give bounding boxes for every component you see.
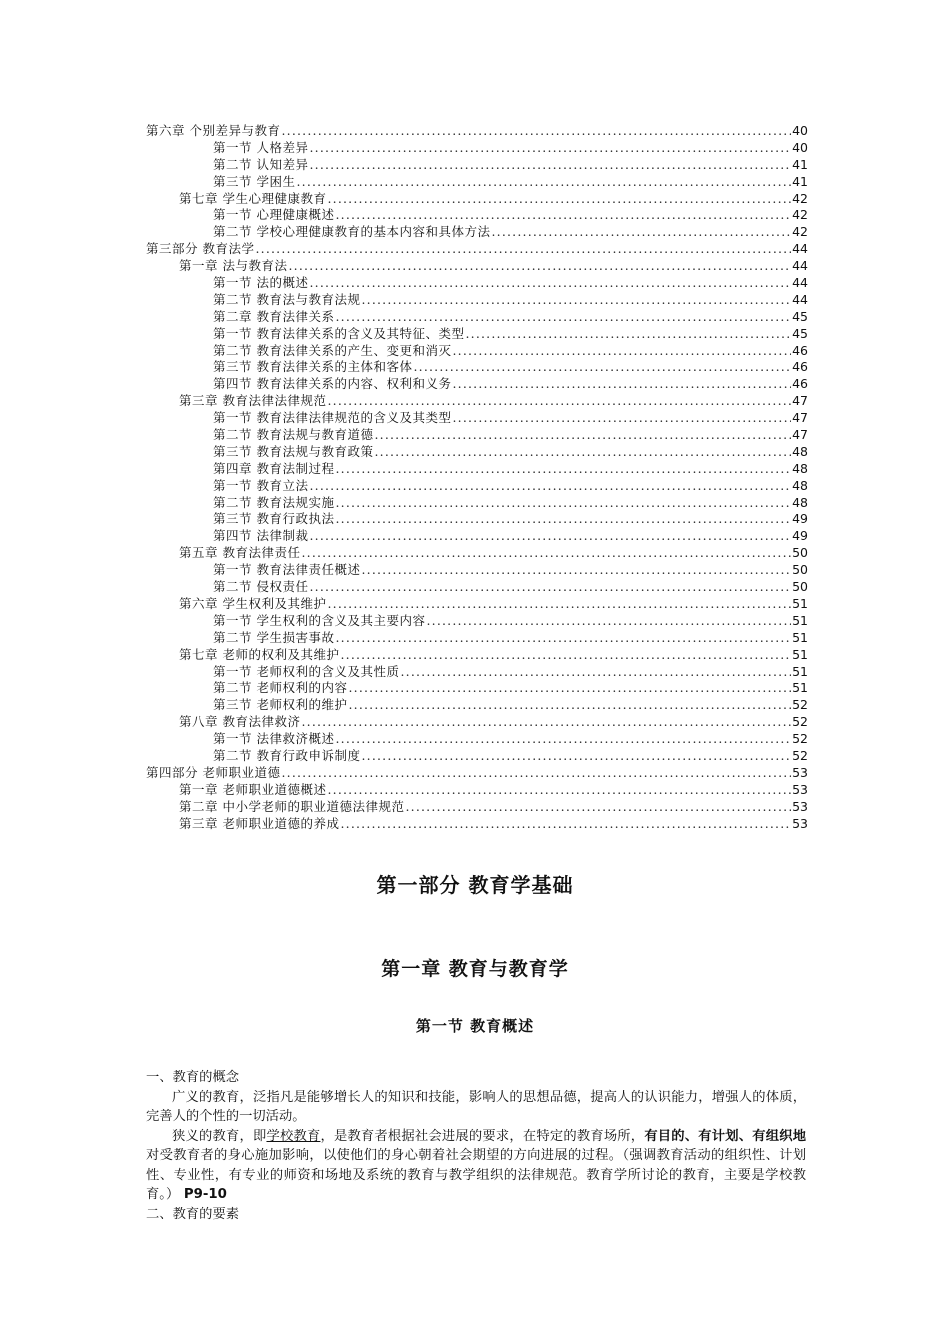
toc-leader-dots <box>452 343 791 360</box>
toc-page-number: 42 <box>792 224 808 240</box>
toc-entry[interactable] <box>146 326 808 343</box>
toc-leader-dots <box>452 410 791 427</box>
toc-entry[interactable] <box>146 427 808 444</box>
toc-page-number: 52 <box>792 731 808 747</box>
toc-leader-dots <box>348 697 791 714</box>
toc-entry-label: 第一节 教育法律责任概述 <box>213 562 361 578</box>
toc-entry[interactable] <box>146 697 808 714</box>
toc-entry-label: 第二节 教育法规实施 <box>213 494 335 510</box>
toc-entry-label: 第四部分 老师职业道德 <box>146 764 281 780</box>
toc-entry[interactable] <box>146 799 808 816</box>
toc-entry[interactable] <box>146 359 808 376</box>
toc-leader-dots <box>309 275 791 292</box>
toc-page-number: 47 <box>792 410 808 426</box>
toc-page-number: 51 <box>792 629 808 645</box>
toc-leader-dots <box>400 664 791 681</box>
toc-entry-label: 第五章 教育法律责任 <box>179 545 301 561</box>
toc-page-number: 40 <box>792 139 808 155</box>
toc-page-number: 48 <box>792 494 808 510</box>
toc-page-number: 41 <box>792 156 808 172</box>
toc-page-number: 51 <box>792 680 808 696</box>
toc-entry[interactable] <box>146 444 808 461</box>
toc-leader-dots <box>413 359 791 376</box>
toc-page-number: 47 <box>792 393 808 409</box>
chapter-title: 第一章 教育与教育学 <box>381 958 569 980</box>
toc-entry-label: 第八章 教育法律救济 <box>179 714 301 730</box>
toc-page-number: 44 <box>792 241 808 257</box>
paragraph-narrow-definition <box>146 1127 806 1205</box>
page-reference: P9-10 <box>179 1187 227 1202</box>
toc-entry-label: 第二节 教育法规与教育道德 <box>213 427 374 443</box>
toc-entry[interactable] <box>146 816 808 833</box>
toc-page-number: 48 <box>792 477 808 493</box>
toc-page-number: 53 <box>792 764 808 780</box>
toc-entry[interactable] <box>146 343 808 360</box>
school-education-link[interactable]: 学校教育 <box>266 1128 321 1144</box>
toc-leader-dots <box>288 258 791 275</box>
toc-leader-dots <box>361 562 791 579</box>
part-title: 第一部分 教育学基础 <box>376 873 574 897</box>
toc-leader-dots <box>335 511 791 528</box>
toc-page-number: 51 <box>792 646 808 662</box>
toc-entry[interactable] <box>146 292 808 309</box>
toc-leader-dots <box>281 765 791 782</box>
toc-page-number: 47 <box>792 427 808 443</box>
toc-page-number: 45 <box>792 308 808 324</box>
toc-page-number: 41 <box>792 173 808 189</box>
toc-page-number: 52 <box>792 697 808 713</box>
toc-leader-dots <box>301 714 791 731</box>
toc-entry[interactable] <box>146 495 808 512</box>
toc-entry[interactable] <box>146 647 808 664</box>
toc-page-number: 42 <box>792 190 808 206</box>
toc-leader-dots <box>335 731 791 748</box>
text-span: 对受教育者的身心施加影响，以使他们的身心朝着社会期望的方向进展的过程。（强调教育活动的组织性、计划性、专业性，有专业的师资和场地及系统的教育与教学组织的法律规范。教育学所讨论的教育，主要是学校教育。） <box>146 1148 806 1202</box>
toc-entry[interactable] <box>146 393 808 410</box>
toc-entry-label: 第一章 老师职业道德概述 <box>179 781 327 797</box>
toc-page-number: 51 <box>792 663 808 679</box>
toc-page-number: 49 <box>792 511 808 527</box>
toc-entry[interactable] <box>146 765 808 782</box>
toc-entry-label: 第六章 个别差异与教育 <box>146 123 281 138</box>
toc-entry-label: 第一节 法的概述 <box>213 275 309 291</box>
toc-entry[interactable] <box>146 174 808 191</box>
toc-entry-label: 第三节 教育法律关系的主体和客体 <box>213 359 413 375</box>
toc-entry[interactable] <box>146 613 808 630</box>
toc-leader-dots <box>335 207 791 224</box>
toc-page-number: 53 <box>792 815 808 831</box>
toc-leader-dots <box>335 630 791 647</box>
toc-page-number: 50 <box>792 579 808 595</box>
toc-entry-label: 第二节 教育法律关系的产生、变更和消灭 <box>213 342 452 358</box>
toc-entry-label: 第三节 学困生 <box>213 173 296 189</box>
toc-page-number: 48 <box>792 460 808 476</box>
toc-entry-label: 第七章 老师的权利及其维护 <box>179 646 340 662</box>
toc-page-number: 51 <box>792 612 808 628</box>
toc-entry-label: 第二节 侵权责任 <box>213 579 309 595</box>
toc-page-number: 46 <box>792 376 808 392</box>
toc-page-number: 52 <box>792 714 808 730</box>
toc-entry[interactable] <box>146 224 808 241</box>
toc-leader-dots <box>340 647 791 664</box>
toc-leader-dots <box>255 241 791 258</box>
toc-entry[interactable] <box>146 748 808 765</box>
toc-leader-dots <box>309 140 791 157</box>
toc-page-number: 46 <box>792 342 808 358</box>
toc-entry-label: 第一节 教育法律关系的含义及其特征、类型 <box>213 325 465 341</box>
toc-entry[interactable] <box>146 664 808 681</box>
toc-leader-dots <box>452 376 791 393</box>
toc-entry[interactable] <box>146 680 808 697</box>
toc-entry-label: 第四节 教育法律关系的内容、权利和义务 <box>213 376 452 392</box>
toc-leader-dots <box>327 782 791 799</box>
toc-entry-label: 第一节 心理健康概述 <box>213 207 335 223</box>
paragraph-broad-definition: 广义的教育，泛指凡是能够增长人的知识和技能，影响人的思想品德，提高人的认识能力，增强人的体质，完善人的个性的一切活动。 <box>146 1089 806 1124</box>
subheading-elements: 二、教育的要素 <box>146 1206 240 1222</box>
toc-entry[interactable] <box>146 140 808 157</box>
toc-leader-dots <box>309 528 791 545</box>
toc-entry-label: 第三章 教育法律法律规范 <box>179 393 327 409</box>
toc-entry-label: 第一章 法与教育法 <box>179 258 288 274</box>
toc-leader-dots <box>405 799 791 816</box>
toc-entry-label: 第二节 教育行政申诉制度 <box>213 747 361 763</box>
section-title: 第一节 教育概述 <box>415 1017 535 1035</box>
toc-leader-dots <box>426 613 791 630</box>
toc-entry[interactable] <box>146 191 808 208</box>
toc-entry-label: 第二节 学生损害事故 <box>213 629 335 645</box>
toc-entry[interactable] <box>146 410 808 427</box>
toc-entry-label: 第二节 学校心理健康教育的基本内容和具体方法 <box>213 224 491 240</box>
toc-entry-label: 第三章 老师职业道德的养成 <box>179 815 340 831</box>
toc-entry-label: 第一节 法律救济概述 <box>213 731 335 747</box>
toc-entry-label: 第二节 老师权利的内容 <box>213 680 348 696</box>
toc-entry[interactable] <box>146 123 808 140</box>
toc-page-number: 42 <box>792 207 808 223</box>
toc-entry-label: 第七章 学生心理健康教育 <box>179 190 327 206</box>
toc-entry[interactable] <box>146 461 808 478</box>
toc-entry[interactable] <box>146 562 808 579</box>
toc-entry[interactable] <box>146 157 808 174</box>
toc-entry[interactable] <box>146 528 808 545</box>
toc-entry[interactable] <box>146 309 808 326</box>
toc-page-number: 50 <box>792 545 808 561</box>
toc-entry[interactable] <box>146 731 808 748</box>
toc-entry-label: 第四节 法律制裁 <box>213 528 309 544</box>
toc-page-number: 53 <box>792 798 808 814</box>
toc-leader-dots <box>361 292 791 309</box>
toc-entry[interactable] <box>146 241 808 258</box>
toc-entry[interactable] <box>146 782 808 799</box>
toc-entry-label: 第二节 认知差异 <box>213 156 309 172</box>
toc-leader-dots <box>465 326 791 343</box>
toc-leader-dots <box>374 427 791 444</box>
toc-page-number: 44 <box>792 275 808 291</box>
body-text <box>146 1068 806 1224</box>
toc-leader-dots <box>374 444 791 461</box>
toc-page-number: 49 <box>792 528 808 544</box>
toc-leader-dots <box>301 545 791 562</box>
toc-leader-dots <box>281 123 791 140</box>
toc-entry-label: 第一节 教育法律法律规范的含义及其类型 <box>213 410 452 426</box>
toc-leader-dots <box>327 393 791 410</box>
toc-entry-label: 第一节 老师权利的含义及其性质 <box>213 663 400 679</box>
toc-leader-dots <box>309 478 791 495</box>
toc-leader-dots <box>335 461 791 478</box>
toc-entry-label: 第三部分 教育法学 <box>146 241 255 257</box>
toc-entry-label: 第二章 中小学老师的职业道德法律规范 <box>179 798 405 814</box>
toc-entry-label: 第三节 老师权利的维护 <box>213 697 348 713</box>
toc-leader-dots <box>309 579 791 596</box>
toc-leader-dots <box>335 309 791 326</box>
toc-page-number: 53 <box>792 781 808 797</box>
toc-entry[interactable] <box>146 579 808 596</box>
toc-entry[interactable] <box>146 545 808 562</box>
toc-page-number: 44 <box>792 258 808 274</box>
toc-page-number: 51 <box>792 595 808 611</box>
toc-entry-label: 第二章 教育法律关系 <box>213 308 335 324</box>
toc-leader-dots <box>327 191 791 208</box>
toc-entry[interactable] <box>146 275 808 292</box>
emphasis-text: 有目的、有计划、有组织地 <box>644 1128 807 1144</box>
toc-leader-dots <box>296 174 791 191</box>
toc-entry[interactable] <box>146 376 808 393</box>
toc-entry[interactable] <box>146 258 808 275</box>
toc-entry-label: 第三节 教育行政执法 <box>213 511 335 527</box>
toc-page-number: 46 <box>792 359 808 375</box>
toc-page-number: 44 <box>792 291 808 307</box>
toc-leader-dots <box>361 748 791 765</box>
toc-entry-label: 第一节 学生权利的含义及其主要内容 <box>213 612 426 628</box>
toc-entry-label: 第六章 学生权利及其维护 <box>179 595 327 611</box>
toc-entry-label: 第一节 人格差异 <box>213 139 309 155</box>
toc-page-number: 40 <box>792 123 808 138</box>
text-span: 狭义的教育，即 <box>172 1128 267 1144</box>
toc-entry[interactable] <box>146 630 808 647</box>
toc-entry[interactable] <box>146 478 808 495</box>
toc-entry[interactable] <box>146 207 808 224</box>
toc-entry[interactable] <box>146 714 808 731</box>
text-span: ，是教育者根据社会进展的要求，在特定的教育场所， <box>320 1128 645 1144</box>
table-of-contents <box>146 123 808 832</box>
subheading-concept: 一、教育的概念 <box>146 1070 240 1085</box>
toc-entry-label: 第一节 教育立法 <box>213 477 309 493</box>
toc-entry-label: 第三节 教育法规与教育政策 <box>213 443 374 459</box>
toc-leader-dots <box>335 495 791 512</box>
toc-leader-dots <box>340 816 791 833</box>
toc-entry[interactable] <box>146 511 808 528</box>
toc-page-number: 48 <box>792 443 808 459</box>
toc-page-number: 50 <box>792 562 808 578</box>
toc-entry[interactable] <box>146 596 808 613</box>
toc-entry-label: 第四章 教育法制过程 <box>213 460 335 476</box>
toc-entry-label: 第二节 教育法与教育法规 <box>213 291 361 307</box>
toc-leader-dots <box>327 596 791 613</box>
toc-leader-dots <box>309 157 791 174</box>
toc-leader-dots <box>348 680 791 697</box>
toc-leader-dots <box>491 224 791 241</box>
toc-page-number: 52 <box>792 747 808 763</box>
toc-page-number: 45 <box>792 325 808 341</box>
